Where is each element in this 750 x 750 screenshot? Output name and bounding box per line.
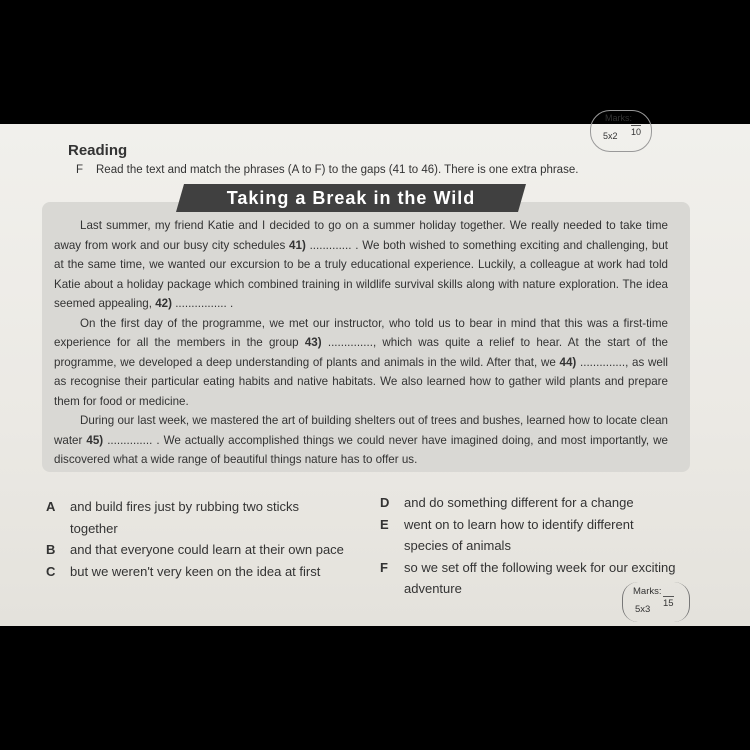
option-letter: B <box>46 542 56 557</box>
marks-total: 15 <box>663 598 674 609</box>
instruction-letter: F <box>76 164 84 176</box>
option-text: and do something different for a change <box>404 495 634 510</box>
instruction <box>76 164 578 176</box>
paragraph-1 <box>54 216 668 314</box>
sentence: We actually accomplished things we could never have imagined doing, and most importantly, we discovered what a wide range of beautiful things nature has to offer us. <box>54 433 669 466</box>
marks-total: 10 <box>631 127 642 137</box>
section-title: Reading <box>68 142 128 159</box>
option-letter: D <box>380 495 390 510</box>
option-letter: C <box>46 563 56 579</box>
sentence: We both wished to something exciting and challenging, but at the same time, we wanted our excursion to be a truly educational experience. Luckily, a colleague at work had told Katie about a holiday package which combined training in wildlife survival skills along with nature exploration. The idea seemed appealing, <box>54 238 668 310</box>
marks-box-top <box>590 110 652 152</box>
gap-45: 45) <box>86 433 104 447</box>
marks-multiplier: 5x3 <box>635 604 651 615</box>
option-text: went on to learn how to identify different species of animals <box>404 516 634 553</box>
sentence: On the first day of the programme, we met our instructor, who told us to bear in mind that this was a first-time experience for all the members in the group <box>54 316 668 349</box>
option-text: so we set off the following week for our exciting adventure <box>404 559 676 596</box>
option-e <box>380 514 676 557</box>
option-text: but we weren't very keen on the idea at first <box>70 563 321 579</box>
gap-dots: .............., <box>576 355 629 369</box>
marks-box-bottom <box>622 582 690 622</box>
gap-dots: .............., <box>321 336 377 349</box>
instruction-text: Read the text and match the phrases (A to F) to the gaps (41 to 46). There is one extra phrase. <box>96 164 579 176</box>
gap-42: 42) <box>155 297 172 310</box>
sentence: Last summer, my friend Katie and I decided to go on a summer holiday together. We really needed to take time away from work and our busy city schedules <box>54 219 668 252</box>
options-left <box>46 496 346 582</box>
gap-dots: ................ . <box>171 297 234 310</box>
paragraph-2 <box>54 314 668 412</box>
option-a <box>46 496 346 539</box>
option-text: and build fires just by rubbing two sticks together <box>70 499 300 536</box>
option-letter: A <box>46 499 56 514</box>
marks-label: Marks: <box>633 586 662 597</box>
option-letter: E <box>380 516 389 532</box>
sentence: During our last week, we mastered the art of building shelters out of trees and bushes, learned how to locate clean water <box>54 414 668 447</box>
passage-title: Taking a Break in the Wild <box>226 188 476 208</box>
gap-dots: .............. . <box>103 433 160 447</box>
sentence: as well as recognise their particular eating habits and native habitats. We also learned how to gather wild plants and prepare them for food or medicine. <box>54 355 668 408</box>
option-c <box>46 561 346 583</box>
option-d <box>380 492 676 514</box>
paragraph-3 <box>54 411 668 470</box>
gap-dots: ............. . <box>305 238 359 252</box>
textbook-page <box>0 113 750 626</box>
option-letter: F <box>380 559 388 575</box>
gap-43: 43) <box>304 336 322 349</box>
option-text: and that everyone could learn at their own pace <box>70 542 344 557</box>
marks-label: Marks: <box>605 113 632 123</box>
gap-41: 41) <box>289 238 306 252</box>
passage-text <box>54 216 668 470</box>
sentence: which was quite a relief to hear. At the start of the programme, we developed a deep understanding of plants and animals in the wild. After that, we <box>54 336 669 369</box>
option-b <box>46 539 346 561</box>
gap-44: 44) <box>559 355 577 369</box>
marks-multiplier: 5x2 <box>603 131 618 141</box>
